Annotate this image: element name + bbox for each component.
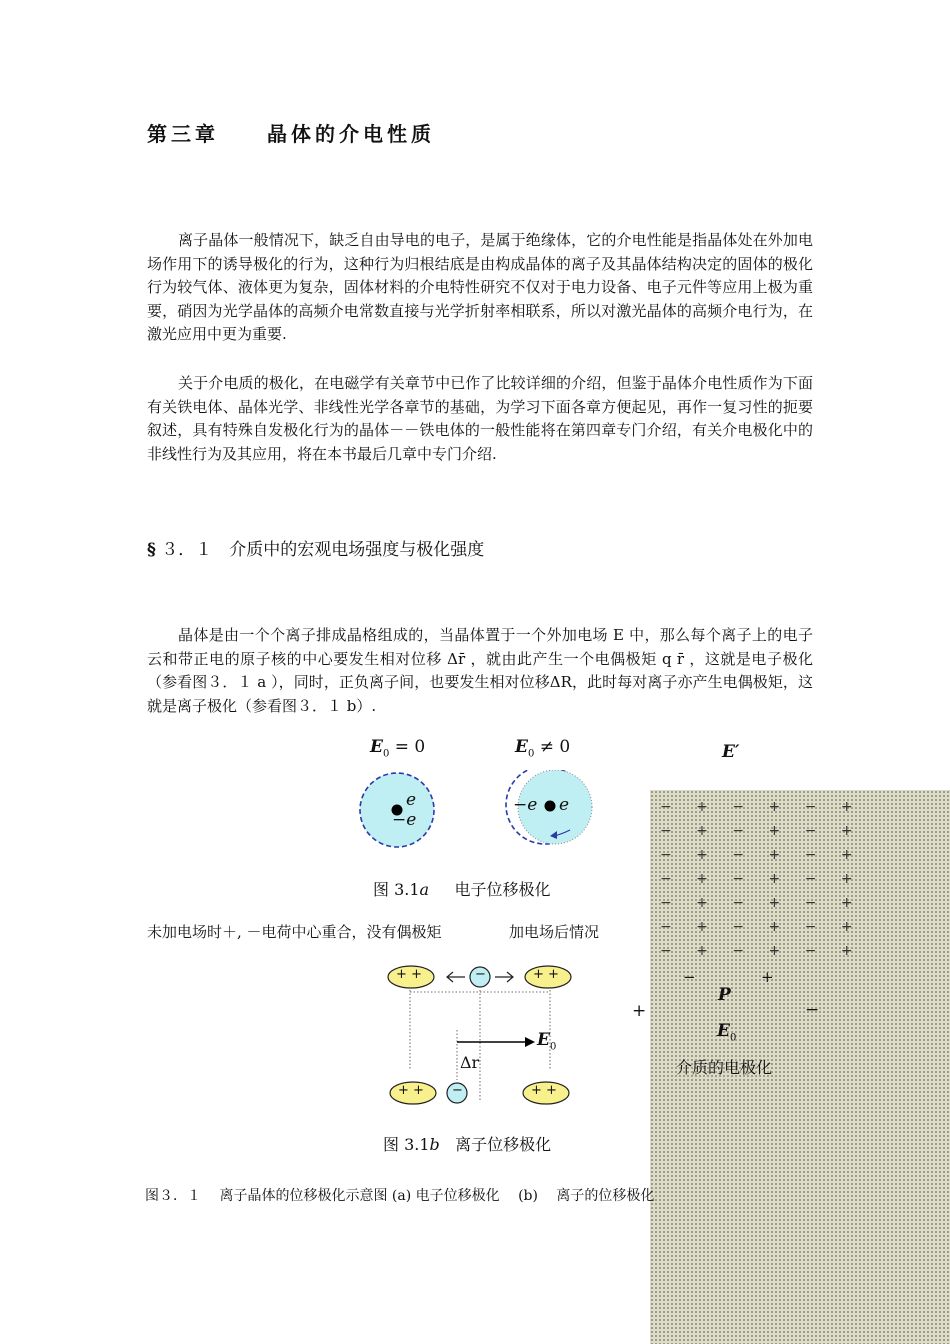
charge-row: − + − + − + <box>660 847 863 863</box>
paragraph-review: 关于介电质的极化，在电磁学有关章节中已作了比较详细的介绍，但鉴于晶体介电性质作为下面有关铁电体、晶体光学、非线性光学各章节的基础，为学习下面各章方便起见，再作一复习性的扼要叙述，具有特殊自发极化行为的晶体－－铁电体的一般性能将在第四章专门介绍，有关介电极化中的非线性行为及其应用，将在本书最后几章中专门介绍. <box>147 374 813 463</box>
paragraph-crystal: 晶体是由一个个离子排成晶格组成的，当晶体置于一个外加电场 E 中，那么每个离子上的电子云和带正电的原子核的中心要发生相对位移 Δr̄ ，就由此产生一个电偶极矩 q r̄ ，这就是电子极化（参看图３．１ a ），同时，正负离子间，也要发生相对位移ΔR，此时每对离子亦产生电偶极矩，这就是离子极化（参看图３．１ b）. <box>147 626 813 715</box>
field-arrow <box>457 1037 535 1047</box>
medium-e0-label: $E_0$ <box>717 1021 737 1044</box>
ion-negative-top: − <box>475 967 486 982</box>
ion-positive-top-left: + + <box>396 967 422 982</box>
medium-caption: 介质的电极化 <box>676 1058 773 1077</box>
charge-row: − + − + − + <box>660 895 863 911</box>
field-zero-label: $E_0 = 0$ <box>370 737 426 760</box>
ion-positive-bottom-left: + + <box>398 1083 424 1098</box>
charge-row: − + − + − + <box>660 799 863 815</box>
ion-positive-top-right: + + <box>533 967 559 982</box>
paragraph-intro: 离子晶体一般情况下，缺乏自由导电的电子，是属于绝缘体，它的介电性能是指晶体处在外加电场作用下的诱导极化的行为，这种行为归根结底是由构成晶体的离子及其晶体结构决定的固体的极化行为较气体、液体更为复杂，固体材料的介电特性研究不仅对于电力设备、电子元件等应用上极为重要，硝因为光学晶体的高频介电常数直接与光学折射率相联系，所以对激光晶体的高频介电行为，在激光应用中更为重要. <box>147 231 813 343</box>
field-e0-label: $E_0$ <box>537 1030 557 1053</box>
section-title-text: ３．１ 介质中的宏观电场强度与极化强度 <box>161 540 485 560</box>
charge-e-right: e <box>559 795 570 815</box>
charge-minus-e-bottom: −e <box>392 810 417 830</box>
surface-minus: − <box>805 1000 820 1020</box>
chapter-title: 第三章 晶体的介电性质 <box>147 122 435 146</box>
section-symbol: § <box>147 540 156 560</box>
note-with-field: 加电场后情况 <box>509 923 600 941</box>
charge-minus-e-left: −e <box>513 795 538 815</box>
surface-plus: + <box>632 1001 647 1021</box>
p-label: P <box>718 985 731 1005</box>
charge-row: − + − + − + <box>660 823 863 839</box>
ion-positive-bottom-right: + + <box>531 1083 557 1098</box>
charge-row: − + − + − + <box>660 871 863 887</box>
medium-minus: − <box>683 968 696 986</box>
medium-plus: + <box>761 968 774 986</box>
e-prime-label: E′ <box>722 742 740 762</box>
ion-negative-bottom: − <box>452 1083 463 1098</box>
figure-a-caption: 图 3.1a 电子位移极化 <box>373 880 551 899</box>
charge-e-top: e <box>406 790 417 810</box>
delta-r-label: Δr <box>460 1053 480 1072</box>
figure-caption: 图３．１ 离子晶体的位移极化示意图 (a) 电子位移极化 (b) 离子的位移极化 <box>145 1188 655 1204</box>
field-nonzero-label: $E_0 \ne 0$ <box>515 737 571 760</box>
section-heading <box>147 535 484 560</box>
charge-row: − + − + − + <box>660 943 863 959</box>
figure-b-caption: 图 3.1b 离子位移极化 <box>383 1135 552 1154</box>
note-no-field: 未加电场时＋, －电荷中心重合，没有偶极矩 <box>147 923 442 941</box>
charge-row: − + − + − + <box>660 919 863 935</box>
